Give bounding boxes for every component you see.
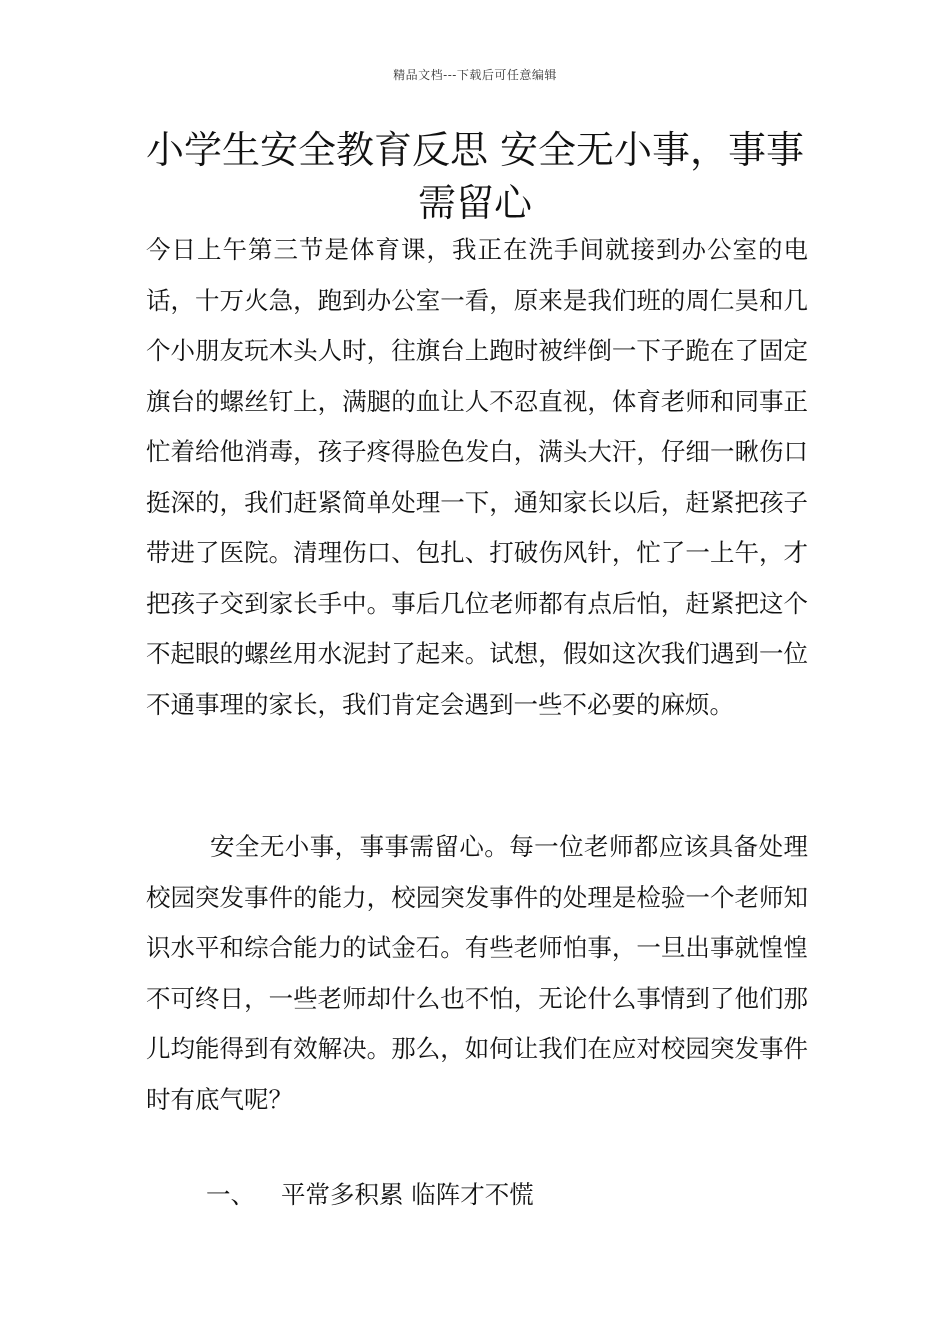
paragraph-incident: 今日上午第三节是体育课，我正在洗手间就接到办公室的电话，十万火急，跑到办公室一看，原来是我们班的周仁昊和几个小朋友玩木头人时，往旗台上跑时被绊倒一下子跪在了固定旗台的螺丝钉上，满腿的血让人不忍直视，体育老师和同事正忙着给他消毒，孩子疼得脸色发白，满头大汗，仔细一瞅伤口挺深的，我们赶紧简单处理一下，通知家长以后，赶紧把孩子带进了医院。清理伤口、包扎、打破伤风针，忙了一上午，才把孩子交到家长手中。事后几位老师都有点后怕，赶紧把这个不起眼的螺丝用水泥封了起来。试想，假如这次我们遇到一位不通事理的家长，我们肯定会遇到一些不必要的麻烦。 bbox=[146, 235, 808, 719]
section-heading bbox=[206, 1170, 534, 1220]
section-number: 一、 bbox=[206, 1180, 255, 1209]
section-heading-text: 平常多积累 临阵才不慌 bbox=[281, 1180, 534, 1209]
document-title: 小学生安全教育反思 安全无小事，事事需留心 bbox=[145, 128, 805, 225]
header-watermark: 精品文档---下载后可任意编辑 bbox=[393, 68, 557, 82]
paragraph-reflection: 安全无小事，事事需留心。每一位老师都应该具备处理校园突发事件的能力，校园突发事件的处理是检验一个老师知识水平和综合能力的试金石。有些老师怕事，一旦出事就惶惶不可终日，一些老师却什么也不怕，无论什么事情到了他们那儿均能得到有效解决。那么，如何让我们在应对校园突发事件时有底气呢？ bbox=[146, 832, 808, 1114]
